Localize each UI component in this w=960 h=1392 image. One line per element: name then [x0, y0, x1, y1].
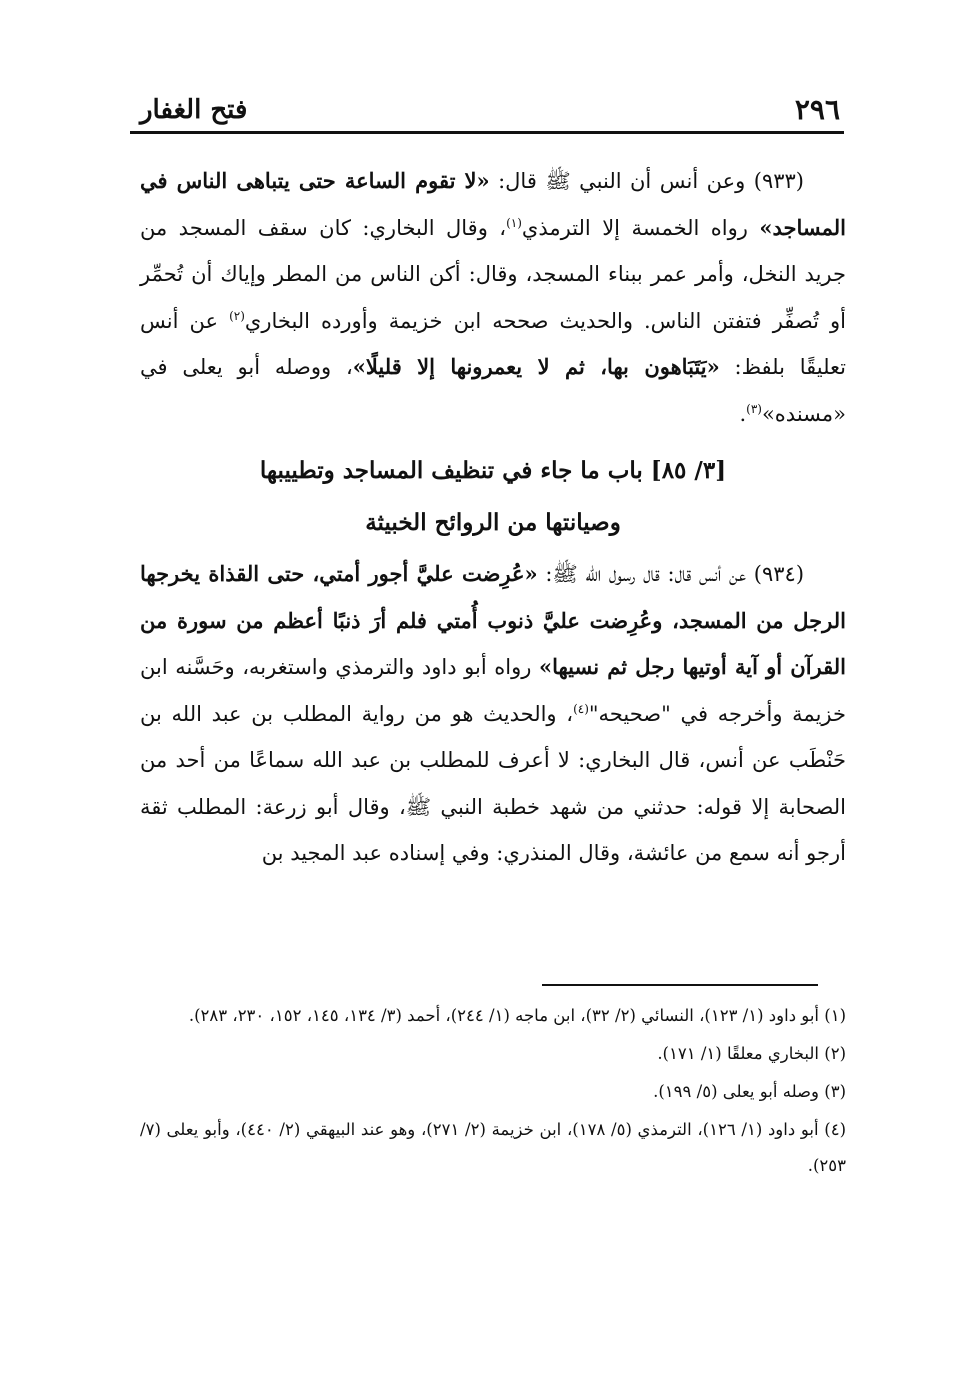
hadith-934-source: رواه أبو داود والترمذي واستغربه، وحَسَّنه ابن خزيمة وأخرجه في "صحيحه" [140, 655, 846, 726]
chapter-heading-line-1: [٣/ ٨٥] باب ما جاء في تنظيف المساجد وتطييبها [259, 457, 727, 484]
hadith-933-commentary-2: عن أنس تعليقًا بلفظ: [140, 308, 847, 379]
footnote-marker-2[interactable]: (٢) [229, 308, 245, 323]
hadith-934-commentary: ، والحديث هو من رواية المطلب بن عبد الله بن حَنْطَب عن أنس، قال البخاري: لا أعرف للمطلب بن عبد الله سماعًا من أحد من الصحابة إلا قوله: حدثني من شهد خطبة النبي ﷺ، وقال أبو زرعة: المطلب ثقة أرجو أنه سمع من عائشة، وقال المنذري: وفي إسناده عبد المجيد بن [140, 701, 846, 865]
hadith-933-commentary-3: ، ووصله أبو يعلى في «مسنده» [140, 355, 846, 426]
main-text [140, 158, 846, 877]
hadith-933-source: رواه الخمسة إلا الترمذي [521, 215, 760, 240]
footnote-3: (٣) وصله أبو يعلى (٥/ ١٩٩). [653, 1082, 846, 1101]
footnote-2: (٢) البخاري معلقًا (١/ ١٧١). [657, 1044, 846, 1063]
hadith-933-paragraph [140, 158, 846, 437]
page-number: ٢٩٦ [794, 93, 840, 126]
hadith-934-quote: «عُرِضت عليَّ أجور أمتي، حتى القذاة يخرجها الرجل من المسجد، وعُرِضت عليَّ ذنوب أُمتي فلم أرَ ذنبًا أعظم من سورة من القرآن أو آية أوتيها رجل ثم نسيها» [140, 561, 846, 679]
hadith-933-quote: «لا تقوم الساعة حتى يتباهى الناس في المساجد» [140, 168, 846, 240]
hadith-933-quote-2: «يَتَبَاهون بها، ثم لا يعمرونها إلا قليلًا» [352, 354, 720, 379]
hadith-933-end: . [739, 401, 747, 426]
footnote-marker-4[interactable]: (٤) [573, 701, 589, 716]
hadith-933-intro: (٩٣٣) وعن أنس أن النبي ﷺ قال: [489, 169, 804, 193]
book-title: فتح الغفار [140, 95, 248, 125]
footnotes [140, 998, 846, 1186]
hadith-934-intro: (٩٣٤) عن أنس قال: قال رسول الله ﷺ: [537, 562, 805, 586]
footnote-marker-1[interactable]: (١) [506, 215, 522, 230]
header-rule [130, 131, 844, 134]
footnote-marker-3[interactable]: (٣) [746, 401, 762, 416]
footnote-4: (٤) أبو داود (١/ ١٢٦)، الترمذي (٥/ ١٧٨)، ابن خزيمة (٢/ ٢٧١)، وهو عند البيهقي (٢/ ٤٤٠)، وأبو يعلى (٧/ ٢٥٣). [140, 1120, 847, 1175]
footnote-separator [542, 984, 818, 986]
chapter-heading-line-2: وصيانتها من الروائح الخبيثة [365, 509, 621, 536]
footnote-1: (١) أبو داود (١/ ١٢٣)، النسائي (٢/ ٣٢)، ابن ماجه (١/ ٢٤٤)، أحمد (٣/ ١٣٤، ١٤٥، ١٥٢، ٢٣٠، ٢٨٣). [188, 1006, 846, 1025]
hadith-934-paragraph [140, 551, 846, 877]
running-header [130, 92, 844, 134]
hadith-933-commentary: ، وقال البخاري: كان سقف المسجد من جريد النخل، وأمر عمر ببناء المسجد، وقال: أكن الناس من المطر وإياك أن تُحمِّر أو تُصفِّر فتفتن الناس. والحديث صححه ابن خزيمة وأورده البخاري [140, 215, 846, 333]
